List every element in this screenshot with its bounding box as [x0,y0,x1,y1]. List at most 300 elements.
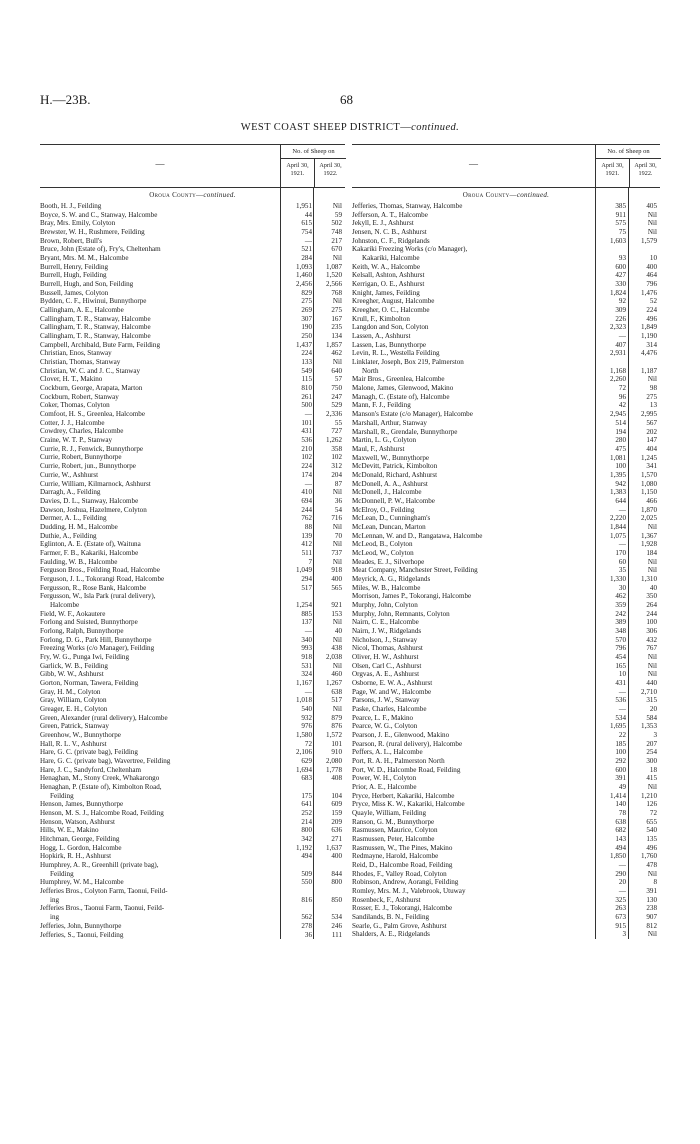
table-row [352,202,660,211]
sheep-count-1921: 600 [615,765,626,774]
table-row [40,575,345,584]
sheep-count-1921: 754 [301,228,312,237]
left-table-header [40,144,345,188]
owner-name-line: Pearce, W. G., Colyton [352,722,418,731]
sheep-count-1921: 72 [304,739,312,748]
owner-name-line: Gibb, W. W., Ashhurst [40,670,104,679]
owner-name [40,731,283,740]
owner-name [40,800,283,809]
owner-name [40,237,283,246]
owner-name [40,904,283,921]
table-row [352,792,660,801]
owner-name-line: Ranson, G. M., Bunnythorpe [352,817,435,826]
table-row [352,289,660,298]
table-row [352,601,660,610]
owner-name-line: Cockburn, George, Arapata, Marton [40,384,143,393]
sheep-count-1922: 404 [646,444,657,453]
owner-name-line: Jefferies, John, Bunnythorpe [40,921,122,930]
sheep-count-1921: 75 [618,228,626,237]
sheep-count-1921: 918 [301,652,312,661]
owner-name-line: Callingham, T. R., Stanway, Halcombe [40,332,151,341]
sheep-count-1922: 2,038 [326,652,342,661]
owner-name-line: Hogg, L. Gordon, Halcombe [40,843,122,852]
table-row [352,748,660,757]
left-header-col-1921: April 30, 1921. [286,162,309,177]
owner-name-line: Linklater, Joseph, Box 219, Palmerston [352,358,464,367]
owner-name [40,341,283,350]
table-row [352,644,660,653]
sheep-count-1922: 111 [331,930,342,939]
sheep-count-1922: 496 [646,843,657,852]
sheep-count-1921: 412 [301,540,312,549]
owner-name [352,237,596,246]
right-header-col-1922: April 30, 1922. [629,159,661,187]
table-row [352,280,660,289]
sheep-count-1922: 405 [646,202,657,210]
owner-name-line: Martin, L. G., Colyton [352,436,417,445]
sheep-count-1921: 139 [301,531,312,540]
sheep-count-1922: Nil [332,540,342,549]
owner-name [40,653,283,662]
owner-name-line: Rasmussen, W., The Pines, Makino [352,843,453,852]
table-row [352,800,660,809]
sheep-count-1921: 673 [615,913,626,922]
table-row [40,800,345,809]
owner-name-line: Maxwell, W., Bunnythorpe [352,453,430,462]
sheep-count-1922: 534 [331,913,342,922]
sheep-count-1921: 250 [301,332,312,341]
owner-name [352,349,596,358]
owner-name [352,375,596,384]
owner-name [352,792,596,801]
sheep-count-1922: 315 [646,696,657,705]
owner-name-line: Freezing Works (c/o Manager), Feilding [40,644,155,653]
table-row [40,419,345,428]
sheep-count-1922: 655 [646,817,657,826]
sheep-count-1922: 126 [646,800,657,809]
owner-name [352,800,596,809]
table-row [352,922,660,931]
owner-name [40,618,283,627]
sheep-count-1922: 8 [653,878,657,887]
sheep-count-1922: 1,245 [641,453,657,462]
owner-name [40,714,283,723]
sheep-count-1921: — [618,540,626,549]
owner-name-continuation: ing [50,895,60,904]
table-row [352,419,660,428]
sheep-count-1921: 325 [615,895,626,904]
sheep-count-1921: 511 [301,548,312,557]
table-row [40,740,345,749]
owner-name-line: Robinson, Andrew, Aorangi, Feilding [352,878,459,887]
table-row [40,861,345,878]
sheep-count-1921: 1,951 [296,202,312,210]
owner-name-line: Langdon and Son, Colyton [352,323,429,332]
right-table [352,144,660,939]
owner-name-line: Jefferson, A. T., Halcombe [352,210,428,219]
table-row [352,445,660,454]
owner-name-line: Campbell, Archibald, Bute Farm, Feilding [40,340,160,349]
table-row [40,809,345,818]
table-row [40,445,345,454]
owner-name-line: Bussell, James, Colyton [40,288,109,297]
sheep-count-1922: 2,566 [326,280,342,289]
sheep-count-1921: 30 [618,583,626,592]
table-row [352,662,660,671]
owner-name [352,549,596,558]
sheep-count-1922: Nil [647,228,657,237]
owner-name [40,774,283,783]
owner-name [40,471,283,480]
owner-name-continuation: Feilding [50,869,74,878]
owner-name [352,488,596,497]
owner-name [40,280,283,289]
sheep-count-1921: 570 [615,635,626,644]
sheep-count-1922: 1,353 [641,722,657,731]
sheep-count-1921: 1,330 [610,574,626,583]
owner-name [352,428,596,437]
sheep-count-1921: 36 [304,930,312,939]
sheep-count-1921: 269 [301,306,312,315]
sheep-count-1921: 342 [301,835,312,844]
owner-name [352,679,596,688]
owner-name [40,809,283,818]
table-row [40,705,345,714]
table-row [40,731,345,740]
table-row [352,740,660,749]
sheep-count-1921: 7 [308,557,312,566]
table-row [40,714,345,723]
table-row [352,462,660,471]
owner-name [352,766,596,775]
owner-name-line: Sandilands, B. N., Feilding [352,913,430,922]
sheep-count-1922: 812 [646,921,657,930]
table-row [352,428,660,437]
owner-name [352,731,596,740]
right-header-dash: — [469,159,478,169]
sheep-count-1922: 1,570 [641,470,657,479]
sheep-count-1921: 540 [301,704,312,713]
sheep-count-1921: 531 [301,661,312,670]
sheep-count-1921: 431 [301,427,312,436]
owner-name [40,592,283,609]
owner-name [352,913,596,922]
owner-name-line: Jekyll, E. J., Ashhurst [352,219,414,228]
sheep-count-1921: 932 [301,713,312,722]
owner-name [352,558,596,567]
sheep-count-1922: 879 [331,713,342,722]
sheep-count-1922: 636 [331,826,342,835]
table-row [352,375,660,384]
owner-name [40,436,283,445]
table-row [40,306,345,315]
sheep-count-1921: 885 [301,609,312,618]
owner-name-line: Jefferies, Thomas, Stanway, Halcombe [352,202,463,210]
left-header-col-1922: April 30, 1922. [314,159,346,187]
table-row [40,401,345,410]
owner-name-line: Jefferies Bros., Taonui Farm, Taonui, Feild- [40,904,165,913]
table-row [352,523,660,532]
table-row [40,323,345,332]
owner-name-line: Orgvas, A. E., Ashhurst [352,670,420,679]
sheep-count-1922: 101 [331,739,342,748]
owner-name-line: Hare, G. C. (private bag), Feilding [40,748,138,757]
owner-name-line: Morrison, James P., Tokorangi, Halcombe [352,592,472,601]
sheep-count-1921: 1,460 [296,271,312,280]
table-row [40,783,345,800]
sheep-count-1921: 629 [301,757,312,766]
sheep-count-1922: 1,476 [641,288,657,297]
owner-name-line: Forlong, Ralph, Bunnythorpe [40,626,124,635]
owner-name [40,323,283,332]
owner-name [352,419,596,428]
owner-name [40,575,283,584]
sheep-count-1921: 210 [301,444,312,453]
table-row [40,696,345,705]
sheep-count-1921: 88 [304,522,312,531]
table-row [40,393,345,402]
table-row [352,826,660,835]
owner-name [40,532,283,541]
owner-name [352,480,596,489]
owner-name [40,375,283,384]
table-row [40,844,345,853]
sheep-count-1921: 1,603 [610,236,626,245]
sheep-count-1922: 235 [331,323,342,332]
table-row [40,766,345,775]
sheep-count-1921: 694 [301,496,312,505]
owner-name [352,271,596,280]
right-table-body [352,188,660,939]
owner-name-line: Parsons, J. W., Stanway [352,696,420,705]
sheep-count-1922: 609 [331,800,342,809]
owner-name [40,679,283,688]
owner-name-line: Jefferies, S., Taonui, Feilding [40,930,124,939]
owner-name [40,349,283,358]
table-row [40,289,345,298]
owner-name-line: McDonald, Richard, Ashhurst [352,470,438,479]
sheep-count-1922: 391 [646,887,657,896]
owner-name [352,401,596,410]
table-row [352,540,660,549]
sheep-count-1921: 72 [618,384,626,393]
owner-name-line: Power, W. H., Colyton [352,774,417,783]
owner-name-line: Kreegher, O. C., Halcombe [352,306,430,315]
sheep-count-1922: 1,367 [641,531,657,540]
sheep-count-1922: 640 [331,366,342,375]
owner-name-line: Hare, J. C., Sandyford, Cheltenham [40,765,142,774]
table-row [40,480,345,489]
sheep-count-1921: 190 [301,323,312,332]
sheep-count-1921: — [618,705,626,713]
sheep-count-1922: 264 [646,600,657,609]
sheep-count-1922: 36 [334,496,342,505]
owner-name-line: Redmayne, Harold, Halcombe [352,852,439,861]
owner-name-line: Knight, James, Feilding [352,288,420,297]
sheep-count-1921: — [618,505,626,514]
owner-name [40,844,283,853]
owner-name [352,436,596,445]
sheep-count-1922: Nil [647,375,657,384]
table-row [352,401,660,410]
sheep-count-1921: 185 [615,739,626,748]
owner-name [352,228,596,237]
table-row [352,488,660,497]
table-row [40,280,345,289]
sheep-count-1921: — [618,887,626,896]
sheep-count-1921: 562 [301,913,312,922]
owner-name [352,297,596,306]
table-row [352,471,660,480]
table-row [40,584,345,593]
sheep-count-1922: 876 [331,722,342,731]
owner-name-line: Nicholson, J., Stanway [352,635,418,644]
sheep-count-1922: 1,870 [641,505,657,514]
sheep-count-1921: 1,018 [296,696,312,705]
sheep-count-1921: 140 [615,800,626,809]
table-row [352,245,660,262]
sheep-count-1922: 10 [649,254,657,263]
table-row [40,471,345,480]
sheep-count-1922: 275 [646,392,657,401]
sheep-count-1921: 509 [301,869,312,878]
owner-name [352,532,596,541]
owner-name-line: Managh, C. (Estate of), Halcombe [352,392,450,401]
table-row [352,480,660,489]
owner-name [40,219,283,228]
table-row [40,523,345,532]
sheep-count-1921: 1,075 [610,531,626,540]
sheep-count-1921: 263 [615,904,626,913]
sheep-count-1922: Nil [647,930,657,939]
owner-name [40,202,283,211]
sheep-count-1921: 1,850 [610,852,626,861]
owner-name-line: McLean, Duncan, Marton [352,522,426,531]
owner-name-line: Forlong and Suisted, Bunnythorpe [40,618,138,627]
sheep-count-1922: Nil [647,652,657,661]
sheep-count-1921: 102 [301,453,312,462]
sheep-count-1921: 348 [615,626,626,635]
sheep-count-1922: 72 [649,809,657,818]
sheep-count-1922: 1,928 [641,540,657,549]
owner-name-line: Bray, Mrs. Emily, Colyton [40,219,116,228]
owner-name-line: Comfoot, H. S., Greenlea, Halcombe [40,410,145,419]
owner-name-line: Greenhow, W., Bunnythorpe [40,731,121,739]
owner-name [40,523,283,532]
owner-name [352,636,596,645]
sheep-count-1922: 13 [649,401,657,410]
sheep-count-1922: 167 [331,314,342,323]
owner-name-line: Coker, Thomas, Colyton [40,401,110,410]
table-row [352,930,660,939]
sheep-count-1922: 1,520 [326,271,342,280]
table-row [40,410,345,419]
sheep-count-1921: 427 [615,271,626,280]
owner-name-line: Boyce, S. W. and C., Stanway, Halcombe [40,210,158,219]
sheep-count-1921: 1,168 [610,366,626,375]
owner-name [40,419,283,428]
owner-name-line: Rosenbeck, F., Ashhurst [352,895,421,904]
left-county-name: Oroua County— [149,191,204,199]
table-row [40,688,345,697]
table-row [352,835,660,844]
table-row [352,584,660,593]
owner-name [352,315,596,324]
owner-name [352,688,596,697]
table-row [40,228,345,237]
sheep-count-1922: 750 [331,384,342,393]
sheep-count-1921: 683 [301,774,312,783]
table-row [352,358,660,375]
owner-name [352,584,596,593]
owner-name [40,358,283,367]
sheep-count-1921: 242 [615,609,626,618]
owner-name [40,453,283,462]
owner-name [352,653,596,662]
table-row [352,913,660,922]
owner-name [352,757,596,766]
owner-name-line: Nicol, Thomas, Ashhurst [352,644,423,653]
table-row [352,566,660,575]
owner-name-line: Clover, H. T., Makino [40,375,103,384]
sheep-count-1922: 54 [334,505,342,514]
owner-name [352,896,596,905]
table-row [352,705,660,714]
table-row [352,844,660,853]
owner-name [352,358,596,375]
owner-name [352,861,596,870]
owner-name-line: Henaghan, P. (Estate of), Kimbolton Road, [40,783,162,792]
table-row [40,818,345,827]
sheep-count-1922: 408 [331,774,342,783]
sheep-count-1922: 464 [646,271,657,280]
sheep-count-1922: 147 [646,436,657,445]
sheep-count-1922: 59 [334,210,342,219]
sheep-count-1921: 550 [301,878,312,887]
owner-name-line: Humphrey, W. M., Halcombe [40,878,124,887]
sheep-count-1922: Nil [332,557,342,566]
sheep-count-1922: 4,476 [641,349,657,358]
owner-name [352,514,596,523]
owner-name [352,341,596,350]
owner-name [40,263,283,272]
owner-name [40,748,283,757]
owner-name-line: Marshall, R., Grendale, Bunnythorpe [352,427,458,436]
sheep-count-1922: 209 [331,817,342,826]
table-row [40,644,345,653]
owner-name-line: Port, R. A. H., Palmerston North [352,757,445,766]
table-row [352,297,660,306]
owner-name [40,297,283,306]
owner-name-line: Pearson, R. (rural delivery), Halcombe [352,739,463,748]
sheep-count-1922: 358 [331,444,342,453]
sheep-count-1922: 238 [646,904,657,913]
sheep-count-1921: — [304,626,312,635]
owner-name-line: Nairn, J. W., Ridgelands [352,626,422,635]
owner-name-line: Malone, James, Glenwood, Makino [352,384,454,393]
table-row [40,219,345,228]
owner-name [40,211,283,220]
sheep-count-1922: 1,150 [641,488,657,497]
sheep-count-1921: — [304,479,312,488]
owner-name [352,202,596,211]
owner-name-line: McLeod, B., Colyton [352,540,413,549]
table-row [40,532,345,541]
owner-name-line: Lassen, A., Ashhurst [352,332,411,341]
title-main: WEST COAST SHEEP DISTRICT— [240,122,412,133]
sheep-count-1921: 2,106 [296,748,312,757]
sheep-count-1922: Nil [647,670,657,679]
